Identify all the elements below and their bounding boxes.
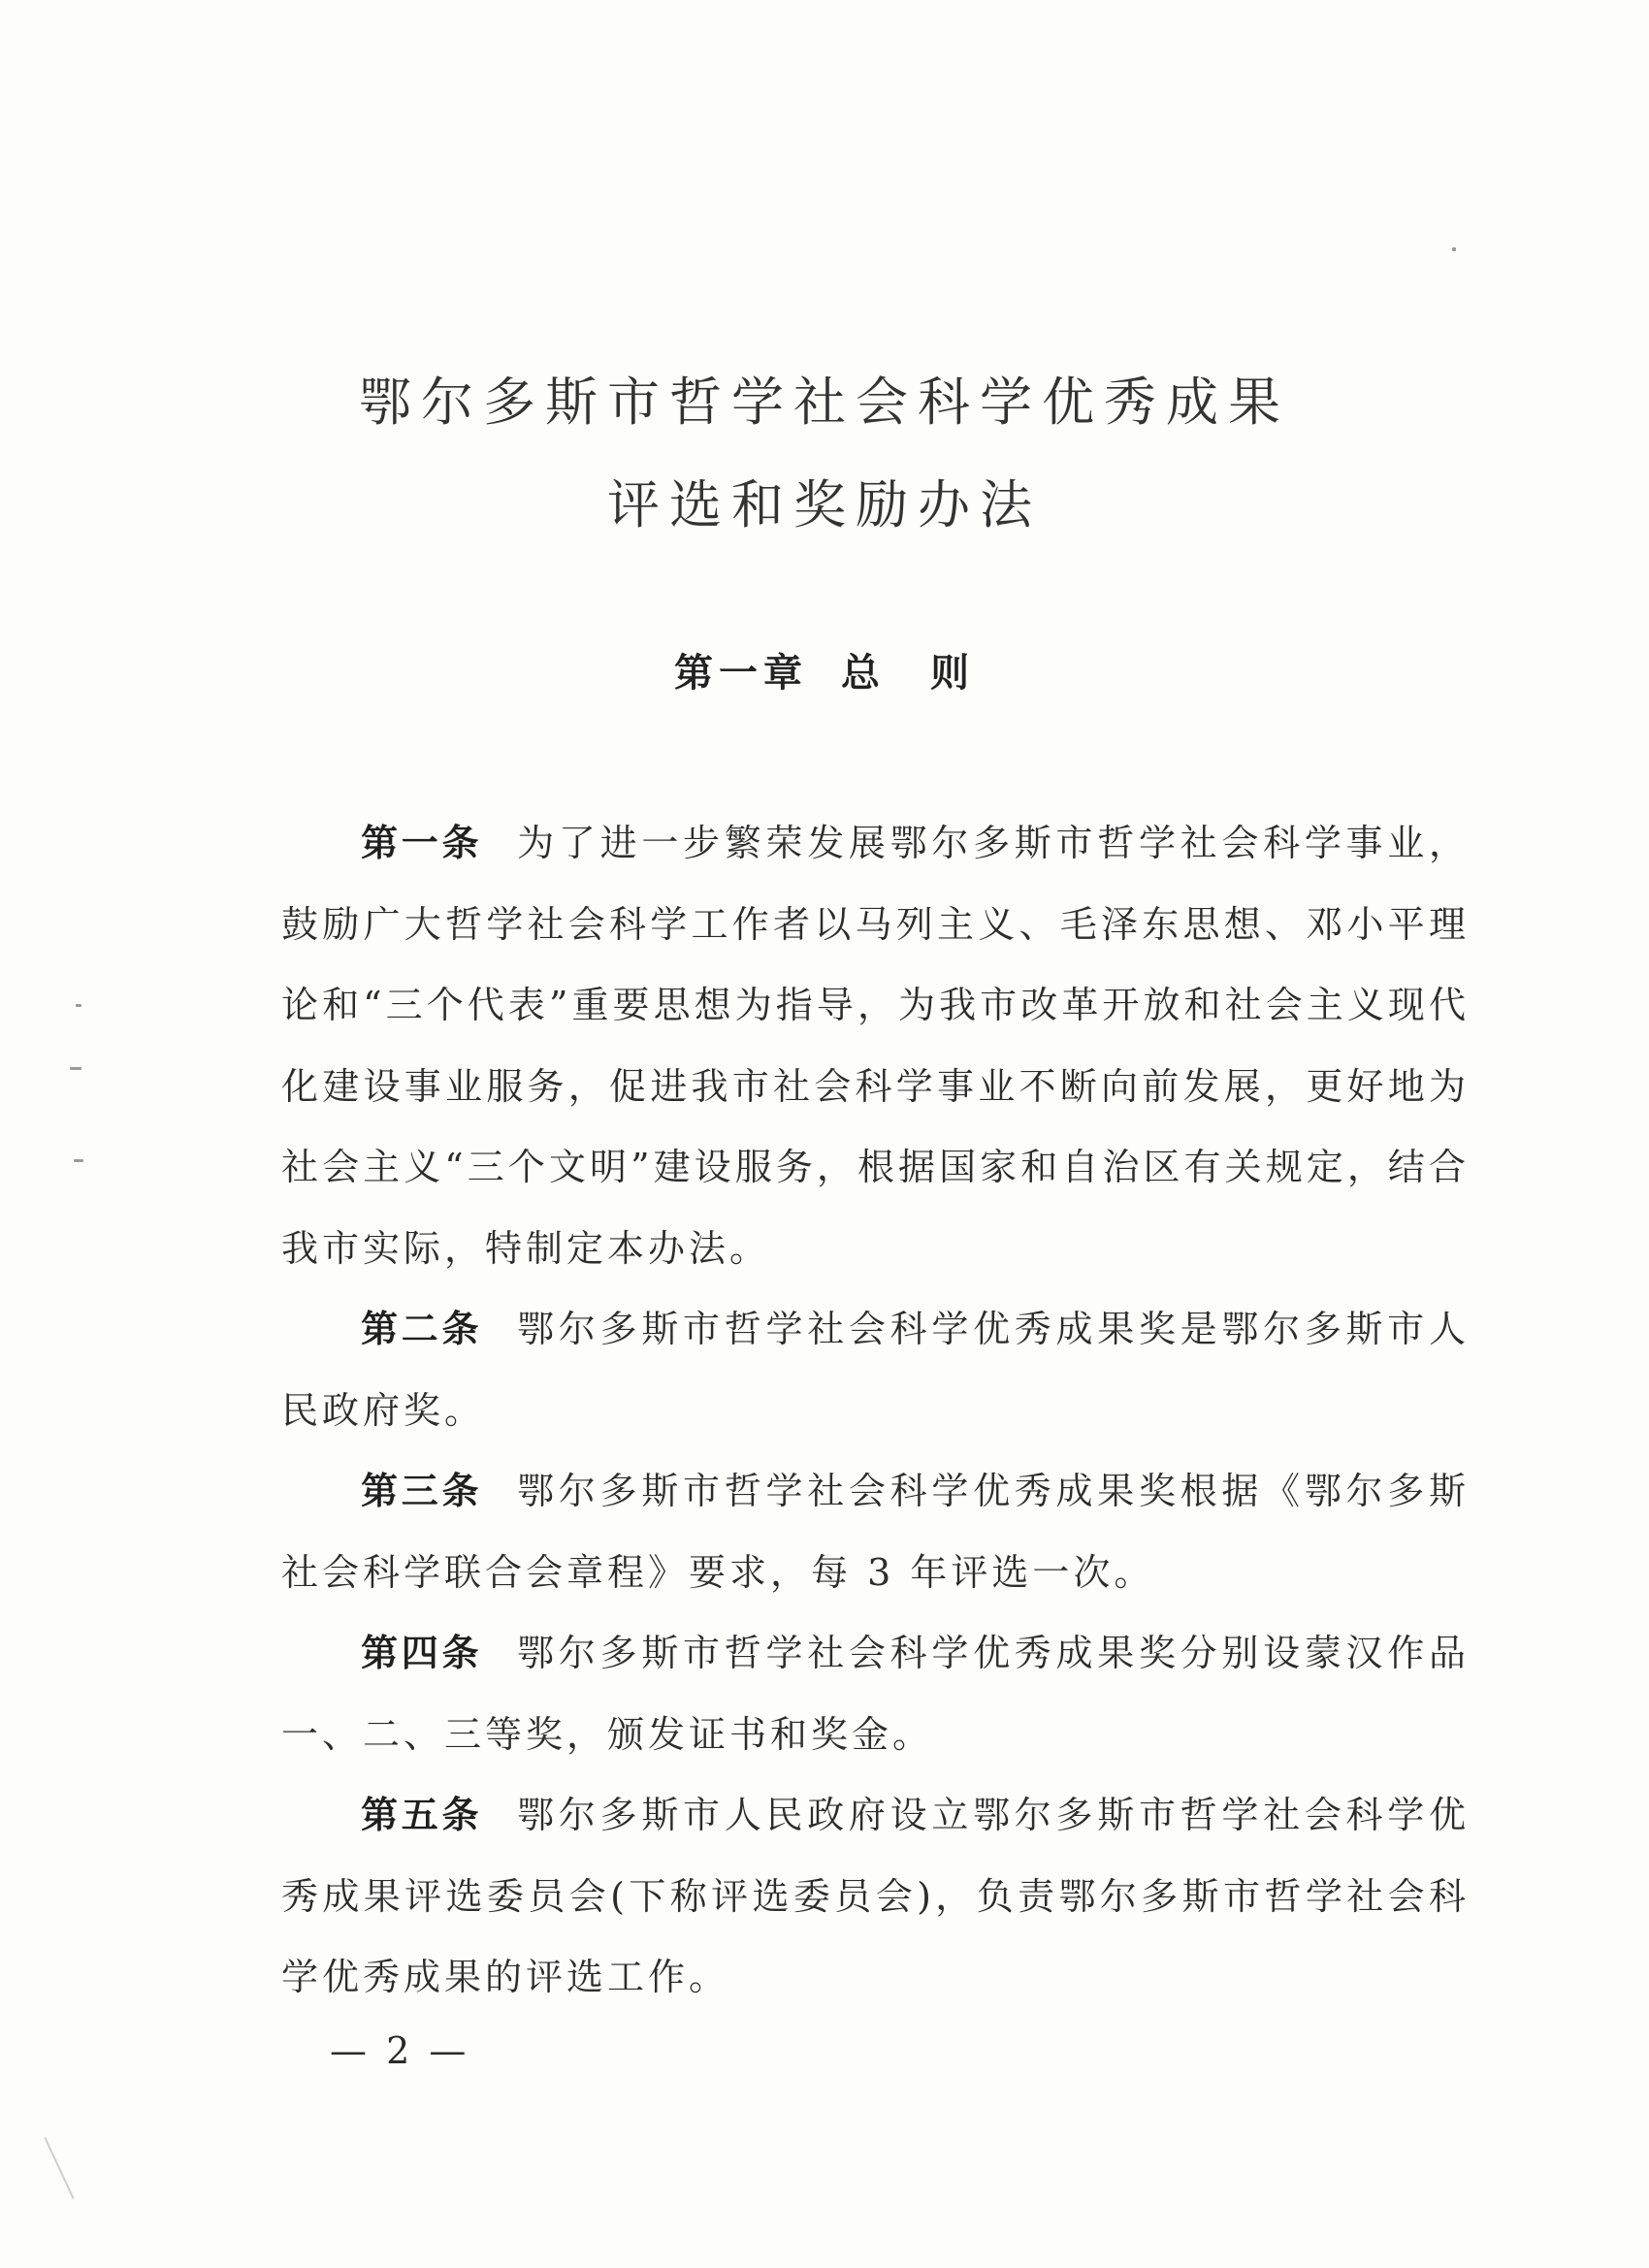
scan-speck [70, 1067, 81, 1070]
article-4 [281, 1613, 1470, 1775]
scan-speck [74, 1159, 83, 1162]
scan-speck [44, 2137, 74, 2199]
page-number: — 2 — [330, 2029, 470, 2072]
chapter-label: 第一章 [674, 651, 808, 696]
article-2 [281, 1289, 1470, 1451]
chapter-name: 总 则 [841, 651, 975, 696]
article-text: 鄂尔多斯市人民政府设立鄂尔多斯市哲学社会科学优秀成果评选委员会(下称评选委员会)，负责鄂尔多斯市哲学社会科学优秀成果的评选工作。 [281, 1794, 1470, 1998]
article-label: 第四条 [361, 1632, 483, 1674]
article-5 [281, 1775, 1470, 2019]
title-line-2: 评选和奖励办法 [607, 474, 1042, 535]
article-1 [281, 803, 1470, 1289]
document-title [0, 351, 1649, 557]
article-text: 为了进一步繁荣发展鄂尔多斯市哲学社会科学事业，鼓励广大哲学社会科学工作者以马列主义、毛泽东思想、邓小平理论和“三个代表”重要思想为指导，为我市改革开放和社会主义现代化建设事业服务，促进我市社会科学事业不断向前发展，更好地为社会主义“三个文明”建设服务，根据国家和自治区有关规定，结合我市实际，特制定本办法。 [281, 822, 1470, 1270]
article-text: 鄂尔多斯市哲学社会科学优秀成果奖是鄂尔多斯市人民政府奖。 [281, 1308, 1470, 1432]
title-line-1: 鄂尔多斯市哲学社会科学优秀成果 [359, 372, 1290, 433]
scan-speck [1452, 247, 1456, 251]
article-text: 鄂尔多斯市哲学社会科学优秀成果奖根据《鄂尔多斯社会科学联合会章程》要求，每 3 年评选一次。 [281, 1470, 1470, 1594]
document-body [281, 803, 1470, 2019]
article-label: 第三条 [361, 1470, 483, 1512]
article-label: 第一条 [361, 822, 483, 864]
scan-speck [76, 1004, 81, 1007]
article-3 [281, 1451, 1470, 1613]
article-text: 鄂尔多斯市哲学社会科学优秀成果奖分别设蒙汉作品一、二、三等奖，颁发证书和奖金。 [281, 1632, 1470, 1756]
article-label: 第五条 [361, 1794, 483, 1836]
chapter-heading [0, 642, 1649, 697]
article-label: 第二条 [361, 1308, 483, 1350]
